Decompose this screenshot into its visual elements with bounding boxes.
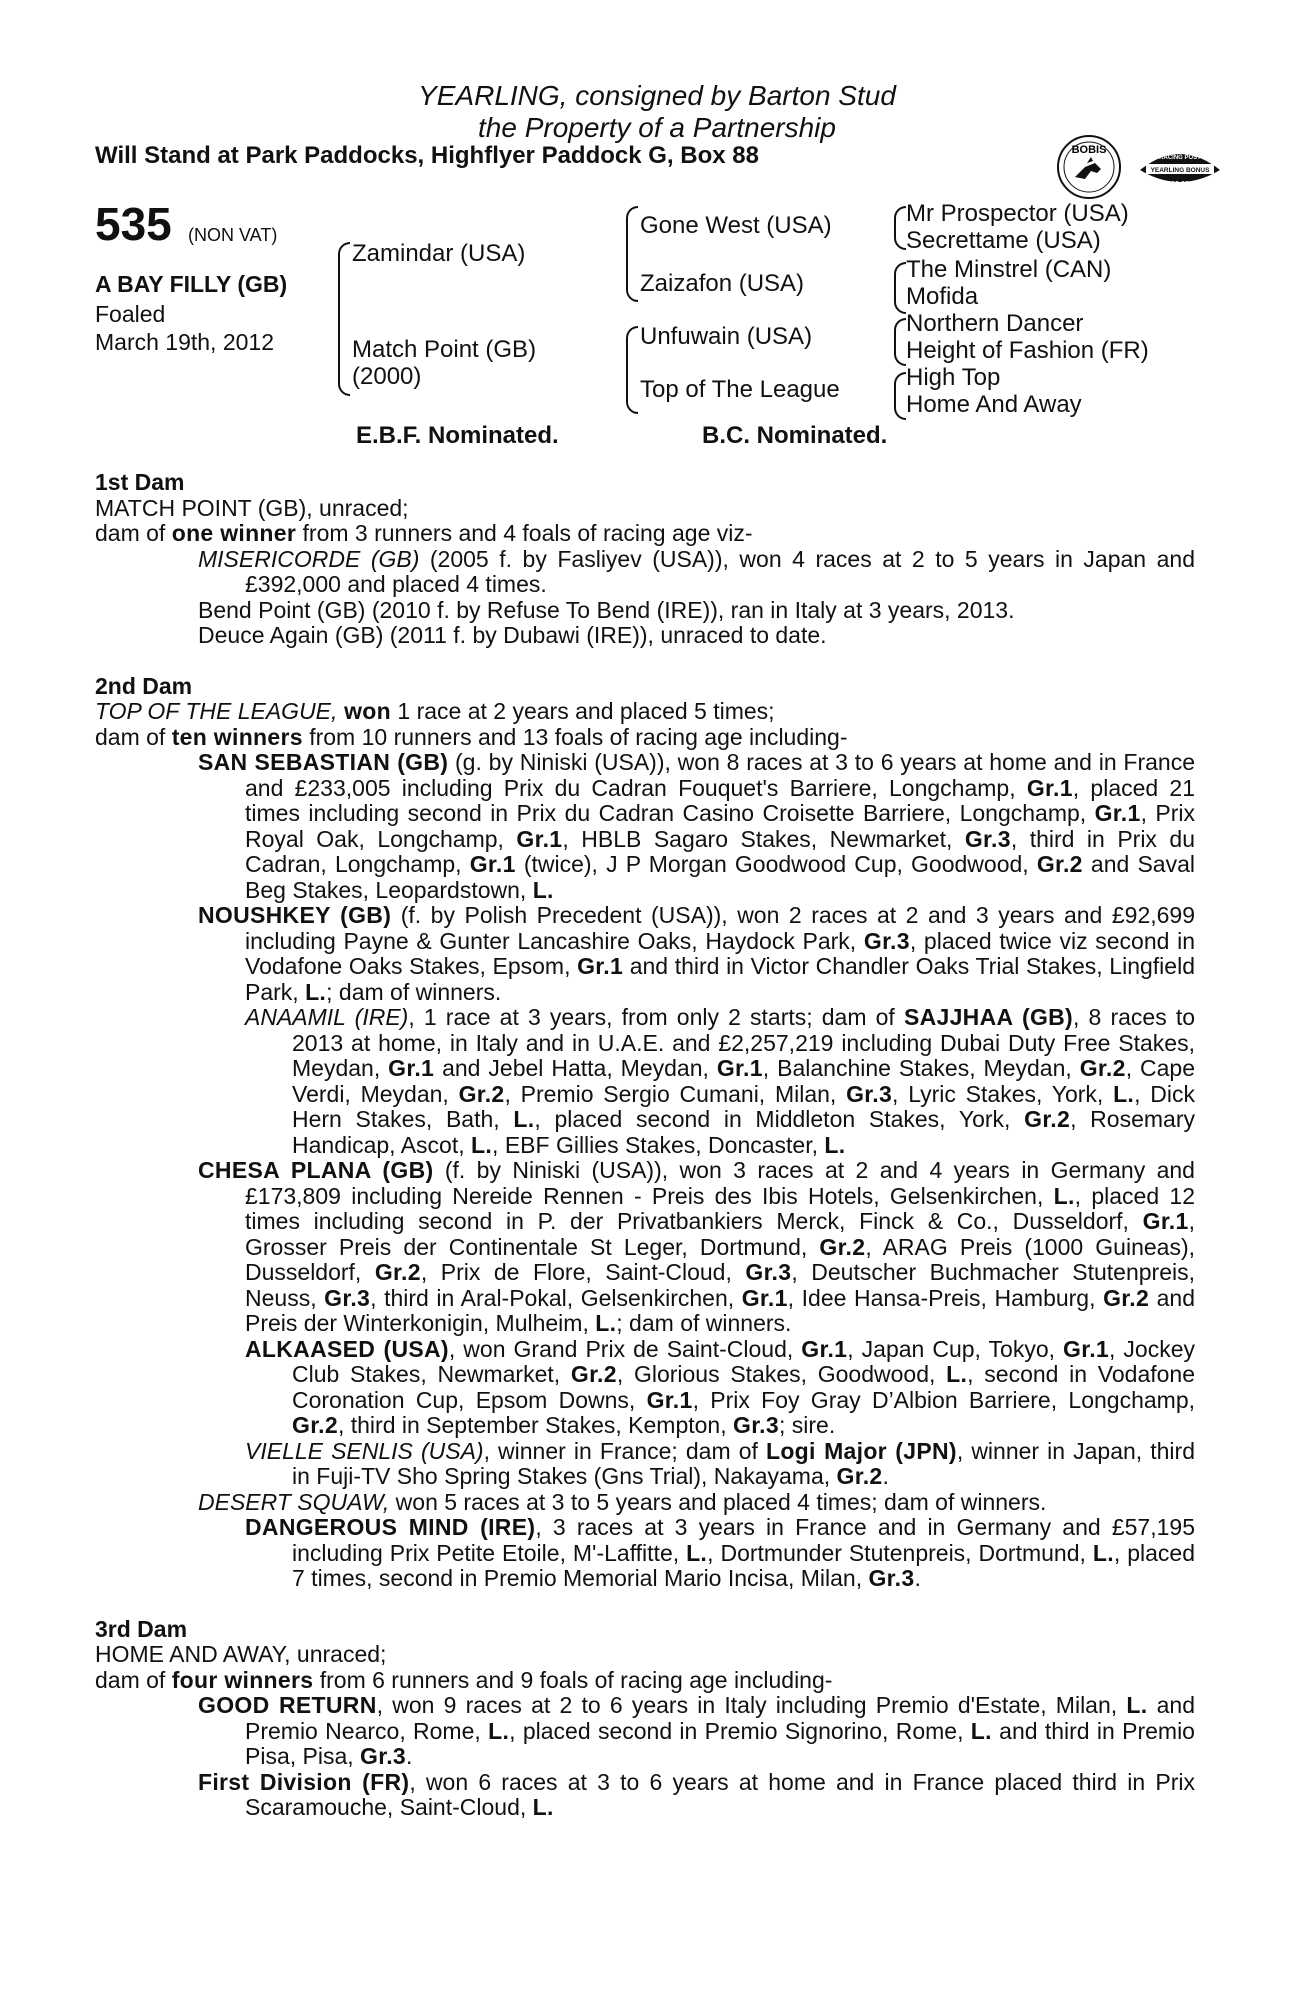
ped-dss: Northern Dancer: [906, 310, 1084, 337]
produce-dangerous-mind: DANGEROUS MIND (IRE), 3 races at 3 years in France and in Germany and £57,195 including Prix Petite Etoile, M'-Laffitte, L., Dortmunder Stutenpreis, Dortmund, L., placed 7 times, second in Premio Memorial Mario Incisa, Milan, Gr.3.: [245, 1514, 1195, 1591]
first-dam-heading: 1st Dam: [95, 469, 185, 495]
sire-dam-brace: [338, 242, 350, 396]
third-dam-heading: 3rd Dam: [95, 1615, 188, 1642]
dam-dam: Top of The League: [640, 376, 840, 403]
brace-dd: [894, 372, 906, 420]
produce-san-sebastian: SAN SEBASTIAN (GB) (g. by Niniski (USA)), won 8 races at 3 to 6 years at home and in France and £233,005 including Prix du Cadran Fouquet's Barriere, Longchamp, Gr.1, placed 21 times including second in Prix du Cadran Casino Croisette Barriere, Longchamp, Gr.1, Prix Royal Oak, Longchamp, Gr.1, HBLB Sagaro Stakes, Newmarket, Gr.3, third in Prix du Cadran, Longchamp, Gr.1 (twice), J P Morgan Goodwood Cup, Goodwood, Gr.2 and Saval Beg Stakes, Leopardstown, L.: [198, 749, 1195, 903]
produce-misericorde: MISERICORDE (GB) (2005 f. by Fasliyev (USA)), won 4 races at 2 to 5 years in Japan and £392,000 and placed 4 times.: [198, 545, 1195, 597]
vat-status: (NON VAT): [188, 225, 278, 245]
second-dam-heading: 2nd Dam: [95, 672, 193, 699]
second-dam-line: TOP OF THE LEAGUE, won 1 race at 2 years and placed 5 times;: [95, 698, 775, 724]
bobis-logo-icon: [1055, 133, 1123, 201]
produce-deuce-again: Deuce Again (GB) (2011 f. by Dubawi (IRE)), unraced to date.: [198, 622, 827, 648]
foaled-label: Foaled: [95, 301, 166, 327]
first-dam-line: MATCH POINT (GB), unraced;: [95, 494, 409, 521]
sire-name: Zamindar (USA): [352, 240, 526, 267]
racing-post-bonus-logo-icon: [1138, 142, 1222, 198]
produce-anaamil: ANAAMIL (IRE), 1 race at 3 years, from only 2 starts; dam of SAJJHAA (GB), 8 races to 2013 at home, in Italy and in U.A.E. and £2,257,219 including Dubai Duty Free Stakes, Meydan, Gr.1 and Jebel Hatta, Meydan, Gr.1, Balanchine Stakes, Meydan, Gr.2, Cape Verdi, Meydan, Gr.2, Premio Sergio Cumani, Milan, Gr.3, Lyric Stakes, York, L., Dick Hern Stakes, Bath, L., placed second in Middleton Stakes, York, Gr.2, Rosemary Handicap, Ascot, L., EBF Gillies Stakes, Doncaster, L.: [245, 1004, 1196, 1158]
dam-name: Match Point (GB): [352, 336, 537, 363]
bc-nomination: B.C. Nominated.: [702, 422, 888, 449]
ped-dds: High Top: [906, 364, 1001, 391]
produce-alkaased: ALKAASED (USA), won Grand Prix de Saint-Cloud, Gr.1, Japan Cup, Tokyo, Gr.1, Jockey Club Stakes, Newmarket, Gr.2, Glorious Stakes, Goodwood, L., second in Vodafone Coronation Cup, Epsom Downs, Gr.1, Prix Foy Gray D’Albion Barriere, Longchamp, Gr.2, third in September Stakes, Kempton, Gr.3; sire.: [245, 1335, 1196, 1438]
produce-bend-point: Bend Point (GB) (2010 f. by Refuse To Bend (IRE)), ran in Italy at 3 years, 2013.: [198, 596, 1015, 623]
yearling-bonus-label: YEARLING BONUS: [1150, 167, 1210, 174]
header-property: the Property of a Partnership: [478, 112, 836, 143]
ebf-nomination: E.B.F. Nominated.: [356, 422, 559, 449]
produce-good-return: GOOD RETURN, won 9 races at 2 to 6 years in Italy including Premio d'Estate, Milan, L. and Premio Nearco, Rome, L., placed second in Premio Signorino, Rome, L. and third in Premio Pisa, Pisa, Gr.3.: [198, 1692, 1196, 1769]
sire-dam: Zaizafon (USA): [640, 270, 805, 297]
ped-sds: The Minstrel (CAN): [906, 256, 1112, 283]
brace-sd: [894, 262, 906, 314]
produce-vielle-senlis: VIELLE SENLIS (USA), winner in France; dam of Logi Major (JPN), winner in Japan, third in Fuji-TV Sho Spring Stakes (Gns Trial), Nakayama, Gr.2.: [245, 1437, 1195, 1489]
dam-year: (2000): [352, 363, 422, 390]
lot-name: A BAY FILLY (GB): [95, 271, 288, 297]
dam-line-brace: [626, 326, 638, 414]
ped-dsd: Height of Fashion (FR): [906, 337, 1149, 364]
third-dam-line: HOME AND AWAY, unraced;: [95, 1641, 387, 1667]
first-dam-produce-summary: dam of one winner from 3 runners and 4 foals of racing age viz-: [95, 520, 753, 546]
produce-first-division: First Division (FR), won 6 races at 3 to 6 years at home and in France placed third in Prix Scaramouche, Saint-Cloud, L.: [198, 1768, 1195, 1820]
produce-desert-squaw: DESERT SQUAW, won 5 races at 3 to 5 years and placed 4 times; dam of winners.: [198, 1488, 1047, 1515]
produce-chesa-plana: CHESA PLANA (GB) (f. by Niniski (USA)), won 3 races at 2 and 4 years in Germany and £173,809 including Nereide Rennen - Preis des Ibis Hotels, Gelsenkirchen, L., placed 12 times including second in P. der Privatbankiers Merck, Finck & Co., Dusseldorf, Gr.1, Grosser Preis der Continentale St Leger, Dortmund, Gr.2, ARAG Preis (1000 Guineas), Dusseldorf, Gr.2, Prix de Flore, Saint-Cloud, Gr.3, Deutscher Buchmacher Stutenpreis, Neuss, Gr.3, third in Aral-Pokal, Gelsenkirchen, Gr.1, Idee Hansa-Preis, Hamburg, Gr.2 and Preis der Winterkonigin, Mulheim, L.; dam of winners.: [198, 1157, 1196, 1336]
sire-sire: Gone West (USA): [640, 212, 832, 239]
sire-line-brace: [626, 206, 638, 302]
ped-ddd: Home And Away: [906, 391, 1082, 418]
ped-sss: Mr Prospector (USA): [906, 200, 1129, 227]
produce-noushkey: NOUSHKEY (GB) (f. by Polish Precedent (USA)), won 2 races at 2 and 3 years and £92,699 including Payne & Gunter Lancashire Oaks, Haydock Park, Gr.3, placed twice viz second in Vodafone Oaks Stakes, Epsom, Gr.1 and third in Victor Chandler Oaks Trial Stakes, Lingfield Park, L.; dam of winners.: [198, 902, 1196, 1005]
header-consignor: YEARLING, consigned by Barton Stud: [418, 80, 896, 111]
racing-post-label: RACING POST: [1159, 155, 1201, 161]
ped-sdd: Mofida: [906, 283, 979, 310]
catalogue-body: [95, 470, 1195, 1821]
foaled-date: March 19th, 2012: [95, 329, 275, 355]
lot-number: 535: [95, 198, 172, 250]
second-dam-produce-summary: dam of ten winners from 10 runners and 13 foals of racing age including-: [95, 723, 848, 750]
brace-ds: [894, 318, 906, 366]
brace-ss: [894, 206, 906, 250]
ped-ssd: Secrettame (USA): [906, 227, 1101, 254]
dam-sire: Unfuwain (USA): [640, 323, 813, 350]
bonus-amount-label: £10,000: [1167, 181, 1193, 188]
third-dam-produce-summary: dam of four winners from 6 runners and 9 foals of racing age including-: [95, 1666, 833, 1693]
bobis-logo-text: BOBIS: [1071, 144, 1107, 156]
header-location: Will Stand at Park Paddocks, Highflyer Paddock G, Box 88: [95, 142, 759, 169]
